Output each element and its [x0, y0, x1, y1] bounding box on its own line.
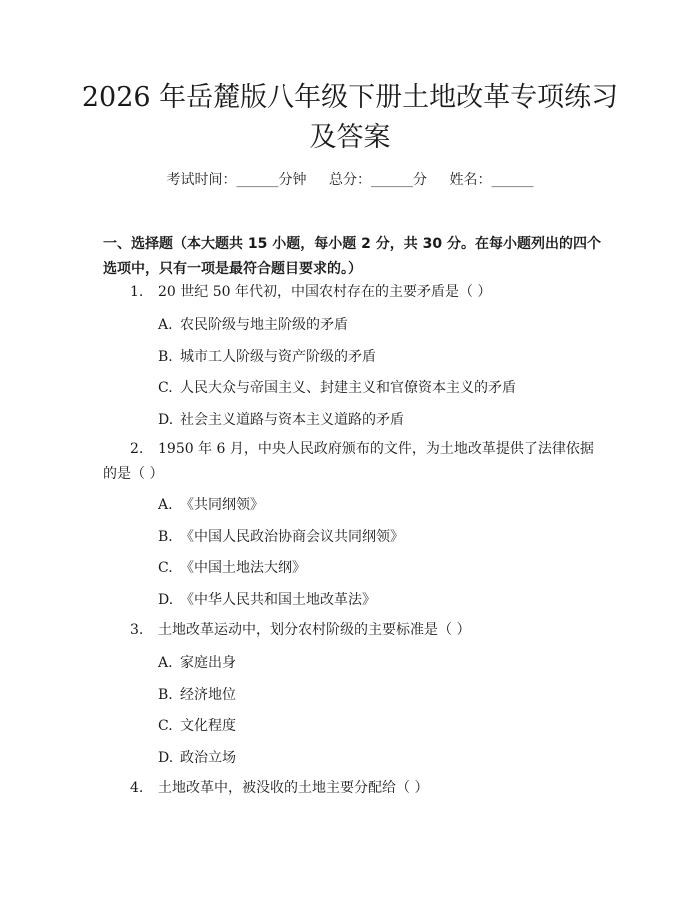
title-line-2: 及答案	[309, 122, 391, 153]
option-letter: C.	[158, 380, 173, 396]
option-text: 《中国人民政治协商会议共同纲领》	[180, 529, 404, 545]
question-2-option-a	[158, 495, 264, 515]
option-letter: D.	[158, 412, 174, 428]
option-text: 人民大众与帝国主义、封建主义和官僚资本主义的矛盾	[180, 380, 516, 396]
question-3-option-b	[158, 685, 236, 705]
question-2-option-d	[158, 590, 376, 610]
question-1-option-c	[158, 378, 516, 398]
option-text: 《中华人民共和国土地改革法》	[180, 592, 376, 608]
question-number: 3.	[130, 622, 144, 638]
option-letter: B.	[158, 687, 173, 703]
question-4	[103, 776, 603, 801]
section-heading: 一、选择题（本大题共 15 小题，每小题 2 分，共 30 分。在每小题列出的四个选项中，只有一项是最符合题目要求的。）	[103, 236, 601, 277]
exam-info-row	[0, 169, 700, 189]
name-field: 姓名：______	[449, 172, 534, 188]
question-number: 4.	[130, 780, 144, 796]
question-2-option-c	[158, 558, 306, 578]
option-letter: A.	[158, 317, 173, 333]
question-1	[103, 280, 603, 305]
title-line-1: 2026 年岳麓版八年级下册土地改革专项练习	[81, 82, 619, 113]
question-3-option-d	[158, 748, 236, 768]
question-3	[103, 618, 603, 643]
option-text: 文化程度	[180, 718, 236, 734]
question-1-option-a	[158, 315, 348, 335]
question-1-option-b	[158, 347, 376, 367]
option-letter: D.	[158, 592, 174, 608]
option-text: 城市工人阶级与资产阶级的矛盾	[180, 349, 376, 365]
option-letter: B.	[158, 349, 173, 365]
question-text: 1950 年 6 月，中央人民政府颁布的文件，为土地改革提供了法律依据的是（ ）	[103, 441, 594, 482]
option-letter: C.	[158, 718, 173, 734]
question-number: 1.	[130, 284, 144, 300]
option-letter: B.	[158, 529, 173, 545]
option-letter: C.	[158, 560, 173, 576]
total-score-field: 总分：______分	[329, 172, 427, 188]
question-3-option-c	[158, 716, 236, 736]
question-text: 土地改革中，被没收的土地主要分配给（ ）	[158, 780, 429, 796]
option-letter: D.	[158, 750, 174, 766]
option-text: 家庭出身	[180, 655, 236, 671]
question-3-option-a	[158, 653, 236, 673]
option-text: 社会主义道路与资本主义道路的矛盾	[180, 412, 404, 428]
option-letter: A.	[158, 497, 173, 513]
question-text: 土地改革运动中，划分农村阶级的主要标准是（ ）	[158, 622, 471, 638]
question-2	[103, 437, 603, 487]
exam-time-field: 考试时间：______分钟	[166, 172, 307, 188]
question-2-option-b	[158, 527, 404, 547]
option-text: 经济地位	[180, 687, 236, 703]
option-letter: A.	[158, 655, 173, 671]
option-text: 《共同纲领》	[180, 497, 264, 513]
option-text: 农民阶级与地主阶级的矛盾	[180, 317, 348, 333]
question-number: 2.	[130, 441, 144, 457]
question-1-option-d	[158, 410, 404, 430]
document-title	[60, 78, 640, 158]
option-text: 《中国土地法大纲》	[180, 560, 306, 576]
option-text: 政治立场	[180, 750, 236, 766]
question-text: 20 世纪 50 年代初，中国农村存在的主要矛盾是（ ）	[158, 284, 492, 300]
